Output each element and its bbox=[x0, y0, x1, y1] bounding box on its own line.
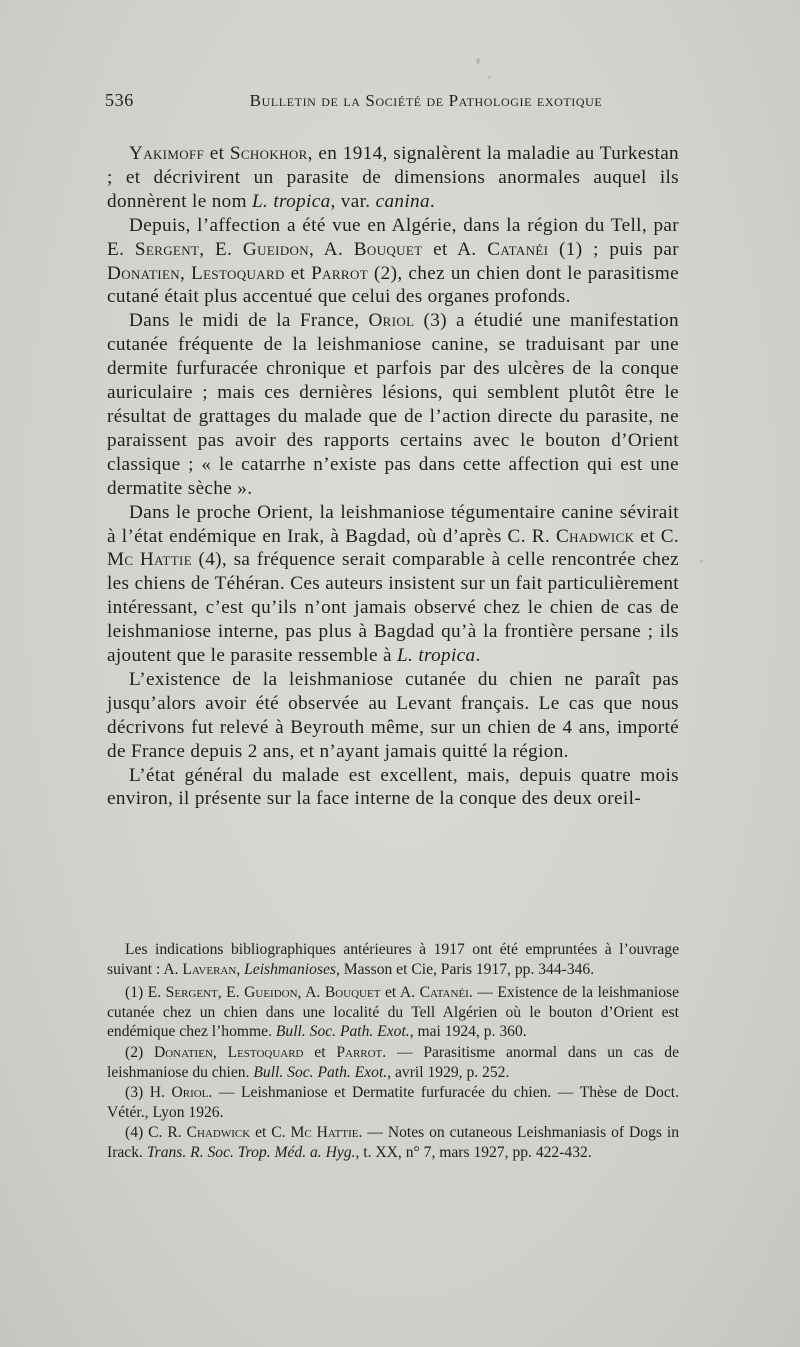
author-name: Chadwick bbox=[186, 1124, 251, 1142]
author-name: Bouquet bbox=[353, 238, 423, 260]
author-name: Sergent bbox=[134, 238, 200, 260]
footnote-5 bbox=[107, 1123, 679, 1162]
author-name: Oriol bbox=[368, 310, 415, 332]
footnote-4 bbox=[107, 1083, 679, 1122]
author-name: Lestoquard bbox=[191, 262, 285, 284]
text-run: , t. XX, n° 7, mars 1927, pp. 422-432. bbox=[355, 1143, 592, 1161]
text-run: et C. bbox=[634, 525, 679, 547]
running-header bbox=[105, 90, 685, 111]
text-run: et C. bbox=[250, 1124, 291, 1142]
text-run: (2), chez un chien dont le parasitisme cutané était plus accentué que celui des organes profonds. bbox=[107, 262, 680, 308]
italic-text: canina bbox=[375, 190, 430, 212]
text-run: L’existence de la leishmaniose cutanée du chien ne paraît pas jusqu’alors avoir été observée au Levant français. Le cas que nous décrivons fut relevé à Beyrouth même, sur un chien de 4 ans, importé de France depuis 2 ans, et n’ayant jamais quitté la région. bbox=[107, 668, 679, 762]
author-name: Parrot bbox=[336, 1043, 383, 1061]
paragraph-2 bbox=[107, 214, 679, 310]
author-name: Parrot bbox=[311, 262, 368, 284]
italic-text: Trans. R. Soc. Trop. Méd. a. Hyg. bbox=[146, 1143, 356, 1161]
author-name: Donatien bbox=[107, 262, 180, 284]
text-run: . — Notes on cutaneous Leishmaniasis of Dogs in Irack. bbox=[107, 1124, 680, 1161]
author-name: Gueidon bbox=[242, 238, 310, 260]
author-name: Gueidon bbox=[244, 984, 298, 1002]
author-name: Catanéi bbox=[487, 238, 549, 260]
author-name: Sergent bbox=[165, 984, 218, 1002]
author-name: Mc Hattie bbox=[290, 1124, 359, 1142]
text-run: (2) bbox=[125, 1043, 154, 1061]
text-run: , bbox=[179, 262, 192, 284]
text-run: L’état général du malade est excellent, mais, depuis quatre mois environ, il présente sur la face interne de la conque des deux oreil- bbox=[107, 764, 679, 810]
text-run: . bbox=[429, 190, 436, 212]
italic-text: Bull. Soc. Path. Exot. bbox=[275, 1023, 410, 1041]
text-run: et bbox=[284, 262, 312, 284]
text-run: et A. bbox=[422, 238, 488, 260]
text-run: , bbox=[236, 960, 245, 978]
paper-speck bbox=[476, 58, 480, 64]
text-run: . — Parasitisme anormal dans un cas de leishmaniose du chien. bbox=[107, 1043, 679, 1081]
text-run: (3) a étudié une manifestation cutanée fréquente de la leishmaniose canine, se traduisant par une dermite furfuracée chronique et parfois par des ulcères de la conque auriculaire ; mais ces dernières lésions, qui semblent plutôt être le résultat de grattages du malade que de l’action directe du parasite, ne paraissent pas avoir des rapports certains avec le bouton d’Orient classique ; « le catarrhe n’existe pas dans cette affection qui est une dermatite sèche ». bbox=[107, 310, 679, 499]
text-run: Dans le proche Orient, la leishmaniose tégumentaire canine sévirait à l’état endémique en Irak, à Bagdad, où d’après C. R. bbox=[107, 501, 679, 547]
text-run: Depuis, l’affection a été vue en Algérie, dans la région du Tell, par E. bbox=[107, 214, 679, 260]
italic-text: Leishmanioses bbox=[244, 960, 336, 978]
author-name: Lestoquard bbox=[227, 1043, 304, 1061]
footnote-2 bbox=[107, 983, 679, 1042]
italic-text: L. tropica bbox=[397, 645, 476, 667]
footnote-1 bbox=[107, 940, 679, 979]
text-run: et A. bbox=[380, 984, 420, 1002]
italic-text: L. tropica bbox=[252, 190, 331, 212]
text-run: et bbox=[204, 143, 230, 164]
author-name: Schokhor bbox=[229, 143, 308, 164]
text-run: , mai 1924, p. 360. bbox=[409, 1023, 527, 1041]
author-name: Yakimoff bbox=[129, 143, 205, 164]
running-title: Bulletin de la Société de Pathologie exotique bbox=[249, 91, 603, 110]
paragraph-5 bbox=[107, 668, 679, 764]
paragraph-1 bbox=[107, 142, 679, 214]
text-run: , Masson et Cie, Paris 1917, pp. 344-346. bbox=[335, 960, 595, 978]
text-run: Dans le midi de la France, bbox=[129, 310, 369, 332]
text-run: , var. bbox=[330, 190, 376, 212]
author-name: Catanéi bbox=[419, 984, 469, 1002]
text-run: (3) H. bbox=[125, 1084, 172, 1102]
text-run: (1) ; puis par bbox=[548, 238, 679, 260]
paragraph-3 bbox=[107, 309, 679, 500]
text-run: . — Existence de la leishmaniose cutanée chez un chien dans une localité du Tell Algérien où le bouton d’Orient est endémique chez l’homme. bbox=[107, 984, 679, 1041]
text-run: , E. bbox=[199, 238, 243, 260]
text-run: , en 1914, signalèrent la maladie au Turkestan ; et décrivirent un parasite de dimensions anormales auquel ils donnèrent le nom bbox=[107, 143, 680, 212]
author-name: Donatien bbox=[153, 1043, 213, 1061]
text-run: , avril 1929, p. 252. bbox=[387, 1063, 510, 1081]
text-run: . bbox=[475, 645, 481, 667]
text-run: , A. bbox=[309, 238, 354, 260]
text-run: , E. bbox=[217, 984, 245, 1002]
page-number: 536 bbox=[105, 90, 134, 110]
footnote-3 bbox=[107, 1043, 679, 1082]
text-run: et bbox=[303, 1043, 337, 1061]
author-name: Laveran bbox=[182, 960, 237, 978]
author-name: Bouquet bbox=[324, 984, 381, 1002]
text-run: , A. bbox=[297, 984, 325, 1002]
footnotes bbox=[107, 940, 679, 1164]
italic-text: Bull. Soc. Path. Exot. bbox=[253, 1063, 388, 1081]
author-name: Mc Hattie bbox=[107, 549, 192, 571]
paragraph-6 bbox=[107, 764, 679, 812]
author-name: Chadwick bbox=[555, 525, 635, 547]
paper-speck bbox=[700, 560, 703, 563]
text-run: (4), sa fréquence serait comparable à celle rencontrée chez les chiens de Téhéran. Ces auteurs insistent sur un fait particulièrement intéressant, c’est qu’ils n’ont jamais observé chez le chien de cas de leishmaniose interne, pas plus à Bagdad qu’à la frontière persane ; ils ajoutent que le parasite ressemble à bbox=[107, 549, 679, 667]
body-text bbox=[107, 142, 679, 811]
text-run: (1) E. bbox=[125, 984, 166, 1002]
text-run: , bbox=[212, 1043, 228, 1061]
text-run: Les indications bibliographiques antérieures à 1917 ont été empruntées à l’ouvrage suivant : A. bbox=[107, 941, 679, 978]
author-name: Oriol bbox=[171, 1084, 209, 1102]
paragraph-4 bbox=[107, 501, 679, 668]
paper-speck bbox=[488, 76, 491, 79]
text-run: (4) C. R. bbox=[125, 1124, 187, 1142]
text-run: . — Leishmaniose et Dermatite furfuracée du chien. — Thèse de Doct. Vétér., Lyon 1926. bbox=[107, 1084, 680, 1121]
